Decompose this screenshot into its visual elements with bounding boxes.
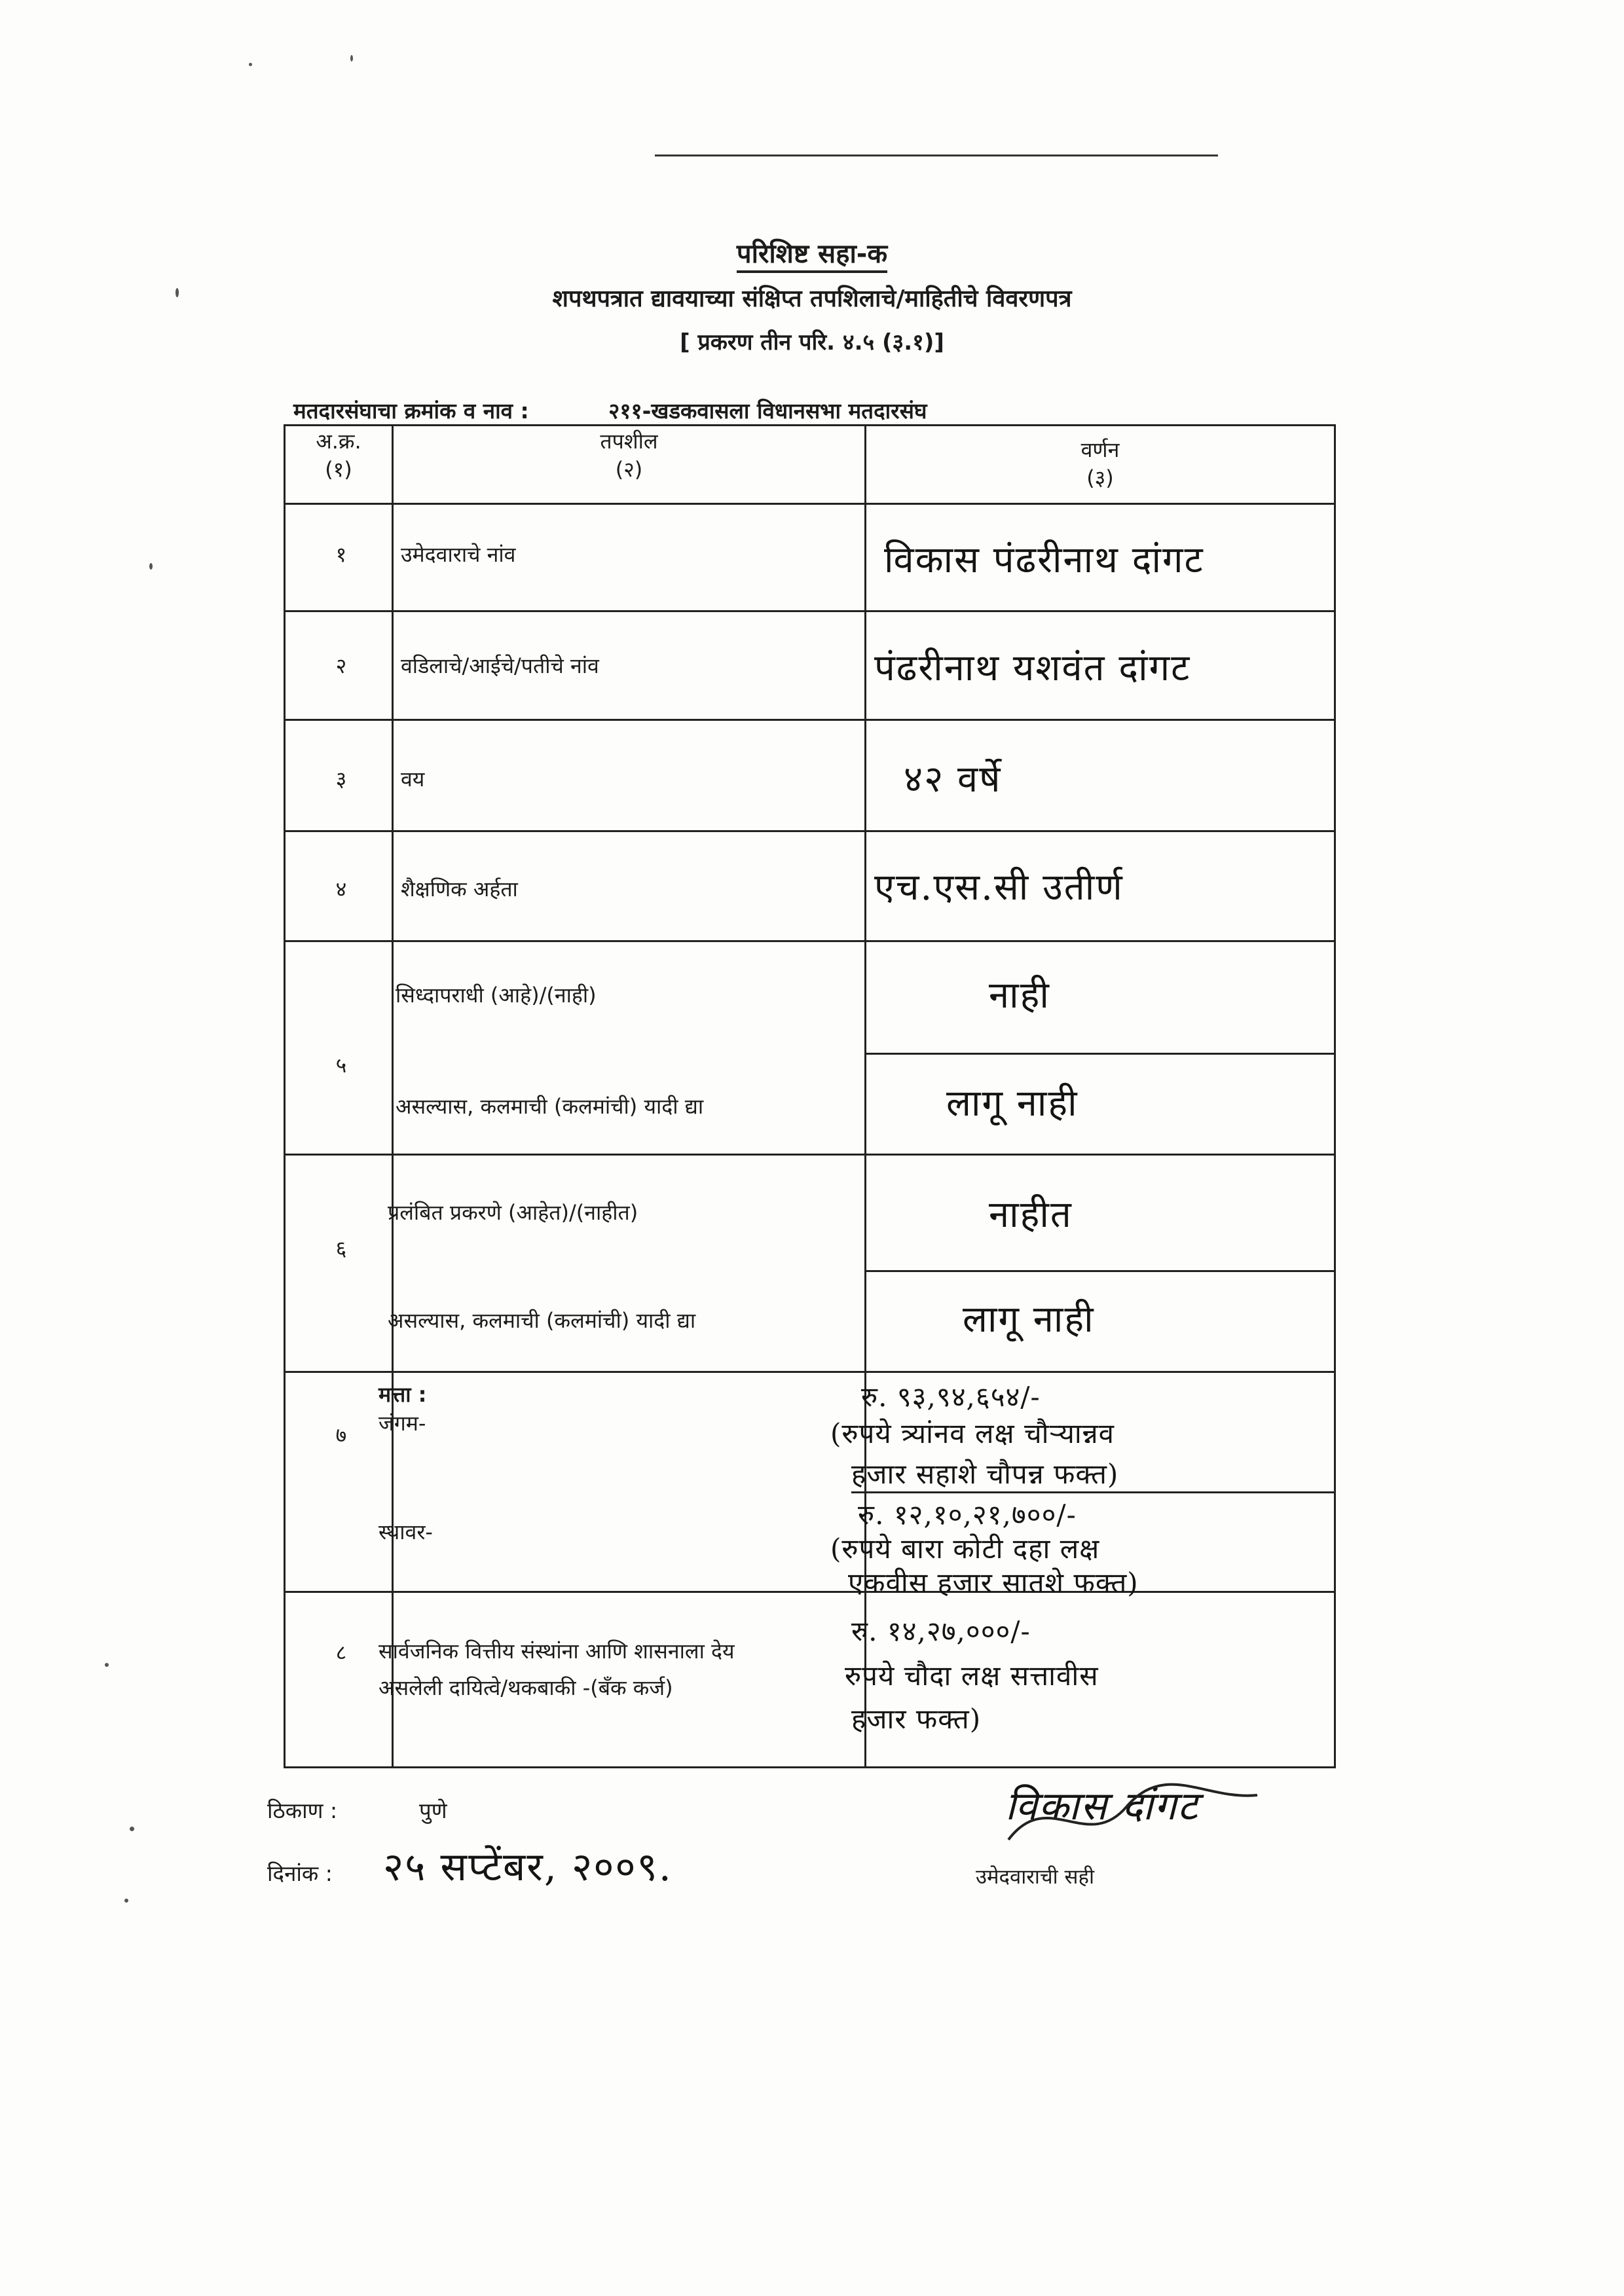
row-7-movable-words-1: (रुपये त्र्यांनव लक्ष चौऱ्यान्नव xyxy=(830,1417,1115,1449)
signature-stroke-icon xyxy=(995,1761,1270,1866)
row-8-detail-line2: असलेली दायित्वे/थकबाकी -(बँक कर्ज) xyxy=(378,1675,673,1700)
header-description: वर्णन (३) xyxy=(1080,437,1120,490)
place-value: पुणे xyxy=(419,1798,447,1823)
table-row-line xyxy=(284,940,1336,942)
table-row-line xyxy=(284,503,1336,505)
row-2-detail: वडिलाचे/आईचे/पतीचे नांव xyxy=(401,653,599,678)
row-1-value: विकास पंढरीनाथ दांगट xyxy=(884,539,1204,581)
row-8-number: ८ xyxy=(335,1640,347,1665)
statement-subtitle: शपथपत्रात द्यावयाच्या संक्षिप्त तपशिलाचे/माहितीचे विवरणपत्र xyxy=(552,285,1072,312)
table-row-line xyxy=(284,1154,1336,1156)
scan-speck xyxy=(130,1827,134,1831)
table-row-line xyxy=(284,830,1336,832)
row-1-number: १ xyxy=(335,542,347,567)
constituency-label: मतदारसंघाचा क्रमांक व नाव : xyxy=(293,398,529,424)
row-8-words-2: हजार फक्त) xyxy=(851,1703,982,1735)
candidate-signature: विकास दांगट xyxy=(1005,1783,1199,1829)
row-4-detail: शैक्षणिक अर्हता xyxy=(401,877,518,902)
row-7-movable-amount: रु. ९३,९४,६५४/- xyxy=(861,1381,1041,1413)
row-3-value: ४२ वर्षे xyxy=(904,758,1002,801)
date-value: २५ सप्टेंबर, २००९. xyxy=(383,1844,673,1890)
row-4-number: ४ xyxy=(335,877,347,902)
row-4-value: एच.एस.सी उतीर्ण xyxy=(874,866,1124,909)
place-label: ठिकाण : xyxy=(267,1798,338,1823)
row-6-value-a: नाहीत xyxy=(989,1194,1073,1236)
row-7-detail-title: मत्ता : xyxy=(378,1382,427,1407)
row-3-detail: वय xyxy=(401,767,425,792)
row-6-value-b: लागू नाही xyxy=(963,1298,1095,1341)
scan-speck xyxy=(350,55,353,62)
table-row-line xyxy=(284,719,1336,721)
date-label: दिनांक : xyxy=(267,1861,333,1886)
annexure-title: परिशिष्ट सहा-क xyxy=(0,234,1624,270)
scan-top-line xyxy=(655,155,1218,156)
table-border-left xyxy=(284,424,286,1768)
row-7-detail-b: स्थावर- xyxy=(378,1520,433,1544)
table-subrow-line xyxy=(864,1270,1336,1272)
row-8-amount: रु. १४,२७,०००/- xyxy=(851,1615,1031,1647)
table-row-line xyxy=(284,1371,1336,1373)
row-6-detail-a: प्रलंबित प्रकरणे (आहेत)/(नाहीत) xyxy=(388,1200,638,1225)
row-1-detail: उमेदवाराचे नांव xyxy=(401,542,516,567)
row-5-value-a: नाही xyxy=(989,974,1050,1017)
header-serial: अ.क्र. (१) xyxy=(316,429,361,482)
table-border-top xyxy=(284,424,1336,426)
row-3-number: ३ xyxy=(335,767,347,792)
scan-speck xyxy=(124,1899,128,1903)
row-7-immovable-words-1: (रुपये बारा कोटी दहा लक्ष xyxy=(830,1533,1100,1565)
scan-speck xyxy=(149,563,153,570)
signature-label: उमेदवाराची सही xyxy=(976,1865,1094,1889)
row-7-number: ७ xyxy=(335,1423,347,1448)
table-border-right xyxy=(1334,424,1336,1768)
scan-speck xyxy=(105,1663,109,1667)
row-2-number: २ xyxy=(335,653,347,678)
constituency-line xyxy=(293,395,927,425)
row-5-value-b: लागू नाही xyxy=(946,1082,1079,1125)
row-6-detail-b: असल्यास, कलमाची (कलमांची) यादी द्या xyxy=(388,1308,696,1333)
table-col-divider-1 xyxy=(392,424,394,1768)
row-7-detail-a: जंगम- xyxy=(378,1411,426,1436)
header-detail: तपशील (२) xyxy=(600,429,658,482)
table-subrow-line xyxy=(864,1053,1336,1055)
row-5-number: ५ xyxy=(335,1053,347,1078)
scan-speck xyxy=(249,63,252,66)
table-row-line xyxy=(284,1591,1336,1593)
row-8-detail-line1: सार्वजनिक वित्तीय संस्थांना आणि शासनाला देय xyxy=(378,1639,735,1664)
row-6-number: ६ xyxy=(335,1236,347,1261)
row-5-detail-b: असल्यास, कलमाची (कलमांची) यादी द्या xyxy=(396,1094,704,1119)
row-7-immovable-amount: रु. १२,१०,२१,७००/- xyxy=(858,1499,1077,1531)
row-2-value: पंढरीनाथ यशवंत दांगट xyxy=(874,647,1191,689)
row-7-immovable-words-2: एकवीस हजार सातशे फक्त) xyxy=(848,1567,1139,1599)
reference-clause: [ प्रकरण तीन परि. ४.५ (३.१)] xyxy=(680,329,944,355)
table-row-line xyxy=(284,610,1336,612)
row-8-words-1: रुपये चौदा लक्ष सत्तावीस xyxy=(845,1660,1099,1692)
row-7-movable-words-2: हजार सहाशे चौपन्न फक्त) xyxy=(851,1458,1119,1490)
row-5-detail-a: सिध्दापराधी (आहे)/(नाही) xyxy=(396,983,597,1008)
constituency-value: २११-खडकवासला विधानसभा मतदारसंघ xyxy=(608,398,927,424)
